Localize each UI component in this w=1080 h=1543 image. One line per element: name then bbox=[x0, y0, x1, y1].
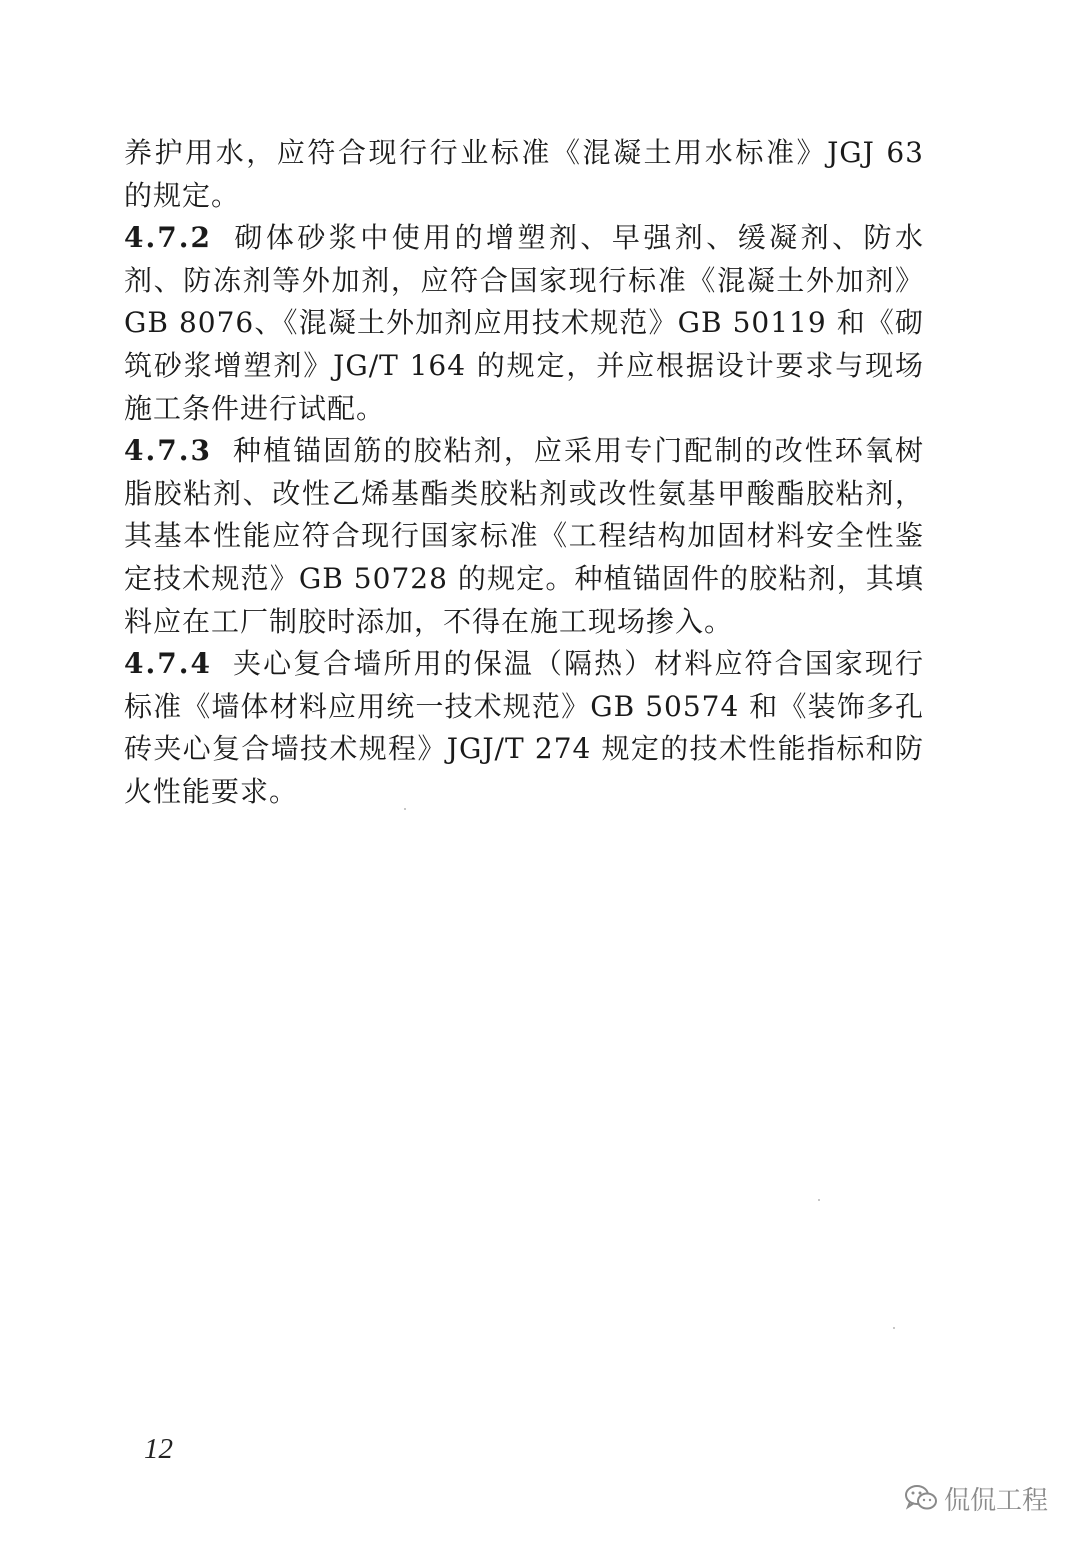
watermark-text: 侃侃工程 bbox=[944, 1485, 1049, 1516]
clause-text: 砌体砂浆中使用的增塑剂、早强剂、缓凝剂、防水剂、防冻剂等外加剂，应符合国家现行标准《混凝土外加剂》GB 8076、《混凝土外加剂应用技术规范》GB 50119 和《砌筑砂浆增塑剂》JG/T 164 的规定，并应根据设计要求与现场施工条件进行试配。 bbox=[124, 221, 924, 425]
body-text bbox=[124, 132, 924, 814]
wechat-icon bbox=[904, 1483, 938, 1513]
page-number: 12 bbox=[144, 1433, 173, 1465]
clause-number: 4.7.3 bbox=[124, 434, 212, 468]
clause-4-7-4 bbox=[124, 643, 924, 813]
scan-speck bbox=[893, 1327, 895, 1329]
clause-number: 4.7.2 bbox=[124, 221, 212, 255]
clause-4-7-2 bbox=[124, 217, 924, 430]
clause-text: 夹心复合墙所用的保温（隔热）材料应符合国家现行标准《墙体材料应用统一技术规范》GB 50574 和《装饰多孔砖夹心复合墙技术规程》JGJ/T 274 规定的技术性能指标和防火性能要求。 bbox=[124, 647, 924, 808]
paragraph-continuation bbox=[124, 132, 924, 217]
scan-speck bbox=[404, 808, 406, 810]
clause-text: 种植锚固筋的胶粘剂，应采用专门配制的改性环氧树脂胶粘剂、改性乙烯基酯类胶粘剂或改性氨基甲酸酯胶粘剂，其基本性能应符合现行国家标准《工程结构加固材料安全性鉴定技术规范》GB 50728 的规定。种植锚固件的胶粘剂，其填料应在工厂制胶时添加，不得在施工现场掺入。 bbox=[124, 434, 924, 638]
watermark bbox=[904, 1478, 1048, 1518]
paragraph-text: 养护用水，应符合现行行业标准《混凝土用水标准》JGJ 63 的规定。 bbox=[124, 136, 924, 212]
clause-4-7-3 bbox=[124, 430, 924, 643]
clause-number: 4.7.4 bbox=[124, 647, 212, 681]
scan-speck bbox=[818, 1199, 820, 1201]
